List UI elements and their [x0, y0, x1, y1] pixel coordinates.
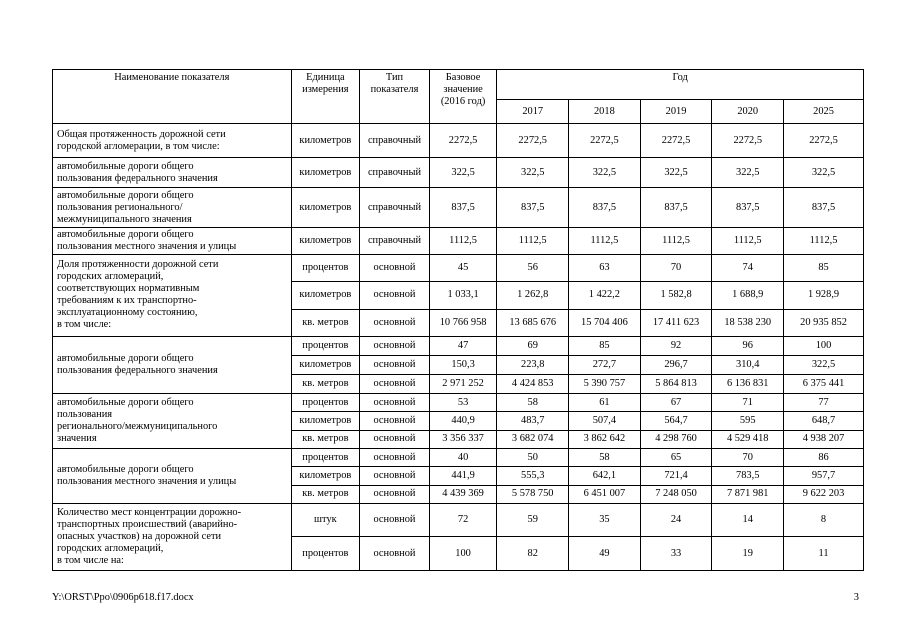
year-value-cell: 7 871 981 — [712, 485, 784, 503]
type-cell: основной — [360, 355, 430, 374]
year-value-cell: 837,5 — [640, 188, 712, 228]
year-value-cell: 1112,5 — [497, 228, 569, 255]
unit-cell: процентов — [291, 255, 360, 282]
year-value-cell: 96 — [712, 336, 784, 355]
year-value-cell: 74 — [712, 255, 784, 282]
type-cell: основной — [360, 485, 430, 503]
header-year: Год — [497, 70, 864, 100]
year-value-cell: 1 262,8 — [497, 282, 569, 309]
year-value-cell: 783,5 — [712, 467, 784, 485]
indicator-name: автомобильные дороги общего пользования регионального/ межмуниципального значения — [53, 188, 292, 228]
unit-cell: процентов — [291, 448, 360, 466]
year-value-cell: 6 136 831 — [712, 374, 784, 393]
type-cell: основной — [360, 336, 430, 355]
year-value-cell: 7 248 050 — [640, 485, 712, 503]
year-value-cell: 322,5 — [784, 158, 864, 188]
year-value-cell: 837,5 — [784, 188, 864, 228]
year-value-cell: 33 — [640, 537, 712, 571]
year-value-cell: 1112,5 — [569, 228, 641, 255]
year-value-cell: 69 — [497, 336, 569, 355]
year-value-cell: 18 538 230 — [712, 309, 784, 336]
base-value-cell: 10 766 958 — [429, 309, 497, 336]
year-value-cell: 2272,5 — [640, 124, 712, 158]
header-year-2017: 2017 — [497, 100, 569, 124]
year-value-cell: 648,7 — [784, 412, 864, 430]
base-value-cell: 150,3 — [429, 355, 497, 374]
unit-cell: кв. метров — [291, 374, 360, 393]
year-value-cell: 5 864 813 — [640, 374, 712, 393]
year-value-cell: 4 298 760 — [640, 430, 712, 448]
unit-cell: кв. метров — [291, 309, 360, 336]
header-year-2020: 2020 — [712, 100, 784, 124]
year-value-cell: 4 938 207 — [784, 430, 864, 448]
type-cell: основной — [360, 467, 430, 485]
table-row — [53, 336, 864, 355]
year-value-cell: 1112,5 — [712, 228, 784, 255]
type-cell: основной — [360, 282, 430, 309]
year-value-cell: 85 — [784, 255, 864, 282]
base-value-cell: 47 — [429, 336, 497, 355]
unit-cell: километров — [291, 282, 360, 309]
year-value-cell: 1 688,9 — [712, 282, 784, 309]
year-value-cell: 6 451 007 — [569, 485, 641, 503]
base-value-cell: 1 033,1 — [429, 282, 497, 309]
year-value-cell: 100 — [784, 336, 864, 355]
year-value-cell: 322,5 — [712, 158, 784, 188]
indicator-name: автомобильные дороги общего пользования местного значения и улицы — [53, 448, 292, 503]
year-value-cell: 19 — [712, 537, 784, 571]
type-cell: основной — [360, 374, 430, 393]
unit-cell: километров — [291, 228, 360, 255]
type-cell: основной — [360, 503, 430, 537]
year-value-cell: 564,7 — [640, 412, 712, 430]
year-value-cell: 15 704 406 — [569, 309, 641, 336]
year-value-cell: 17 411 623 — [640, 309, 712, 336]
type-cell: основной — [360, 393, 430, 411]
year-value-cell: 272,7 — [569, 355, 641, 374]
year-value-cell: 1112,5 — [640, 228, 712, 255]
footer-page-number: 3 — [853, 592, 859, 603]
year-value-cell: 14 — [712, 503, 784, 537]
header-base: Базовое значение (2016 год) — [429, 70, 497, 124]
base-value-cell: 2272,5 — [429, 124, 497, 158]
header-year-2019: 2019 — [640, 100, 712, 124]
base-value-cell: 40 — [429, 448, 497, 466]
base-value-cell: 72 — [429, 503, 497, 537]
base-value-cell: 440,9 — [429, 412, 497, 430]
indicator-name: автомобильные дороги общего пользования федерального значения — [53, 336, 292, 393]
year-value-cell: 1 422,2 — [569, 282, 641, 309]
year-value-cell: 86 — [784, 448, 864, 466]
base-value-cell: 53 — [429, 393, 497, 411]
table-row — [53, 448, 864, 466]
year-value-cell: 5 390 757 — [569, 374, 641, 393]
table-row — [53, 124, 864, 158]
unit-cell: километров — [291, 158, 360, 188]
year-value-cell: 322,5 — [569, 158, 641, 188]
indicator-name: автомобильные дороги общего пользования регионального/межмуниципального значения — [53, 393, 292, 448]
type-cell: справочный — [360, 124, 430, 158]
year-value-cell: 58 — [497, 393, 569, 411]
year-value-cell: 56 — [497, 255, 569, 282]
year-value-cell: 35 — [569, 503, 641, 537]
unit-cell: километров — [291, 412, 360, 430]
year-value-cell: 4 424 853 — [497, 374, 569, 393]
year-value-cell: 71 — [712, 393, 784, 411]
unit-cell: километров — [291, 467, 360, 485]
year-value-cell: 61 — [569, 393, 641, 411]
type-cell: основной — [360, 537, 430, 571]
indicators-table — [52, 69, 864, 571]
year-value-cell: 721,4 — [640, 467, 712, 485]
indicator-name: автомобильные дороги общего пользования местного значения и улицы — [53, 228, 292, 255]
header-name: Наименование показателя — [53, 70, 292, 124]
year-value-cell: 2272,5 — [497, 124, 569, 158]
footer-file-path: Y:\ORST\Ppo\0906p618.f17.docx — [52, 592, 194, 603]
year-value-cell: 70 — [640, 255, 712, 282]
header-type: Тип показателя — [360, 70, 430, 124]
indicator-name: Количество мест концентрации дорожно- транспортных происшествий (аварийно- опасных участков) на дорожной сети городских агломераций, в том числе на: — [53, 503, 292, 570]
year-value-cell: 1 928,9 — [784, 282, 864, 309]
year-value-cell: 957,7 — [784, 467, 864, 485]
base-value-cell: 4 439 369 — [429, 485, 497, 503]
year-value-cell: 2272,5 — [784, 124, 864, 158]
header-year-2018: 2018 — [569, 100, 641, 124]
unit-cell: процентов — [291, 336, 360, 355]
year-value-cell: 837,5 — [569, 188, 641, 228]
unit-cell: штук — [291, 503, 360, 537]
year-value-cell: 65 — [640, 448, 712, 466]
year-value-cell: 24 — [640, 503, 712, 537]
unit-cell: километров — [291, 124, 360, 158]
table-row — [53, 228, 864, 255]
year-value-cell: 9 622 203 — [784, 485, 864, 503]
year-value-cell: 310,4 — [712, 355, 784, 374]
table-body — [53, 124, 864, 571]
year-value-cell: 2272,5 — [569, 124, 641, 158]
year-value-cell: 50 — [497, 448, 569, 466]
type-cell: справочный — [360, 188, 430, 228]
header-unit: Единица измерения — [291, 70, 360, 124]
base-value-cell: 1112,5 — [429, 228, 497, 255]
type-cell: справочный — [360, 158, 430, 188]
year-value-cell: 49 — [569, 537, 641, 571]
base-value-cell: 441,9 — [429, 467, 497, 485]
type-cell: основной — [360, 309, 430, 336]
year-value-cell: 1 582,8 — [640, 282, 712, 309]
year-value-cell: 5 578 750 — [497, 485, 569, 503]
table-row — [53, 393, 864, 411]
year-value-cell: 322,5 — [784, 355, 864, 374]
table-row — [53, 158, 864, 188]
year-value-cell: 63 — [569, 255, 641, 282]
year-value-cell: 507,4 — [569, 412, 641, 430]
year-value-cell: 483,7 — [497, 412, 569, 430]
year-value-cell: 59 — [497, 503, 569, 537]
year-value-cell: 642,1 — [569, 467, 641, 485]
year-value-cell: 3 682 074 — [497, 430, 569, 448]
year-value-cell: 4 529 418 — [712, 430, 784, 448]
year-value-cell: 70 — [712, 448, 784, 466]
table-row — [53, 255, 864, 282]
year-value-cell: 13 685 676 — [497, 309, 569, 336]
type-cell: основной — [360, 412, 430, 430]
unit-cell: процентов — [291, 537, 360, 571]
year-value-cell: 3 862 642 — [569, 430, 641, 448]
header-year-2025: 2025 — [784, 100, 864, 124]
unit-cell: километров — [291, 355, 360, 374]
type-cell: основной — [360, 448, 430, 466]
base-value-cell: 3 356 337 — [429, 430, 497, 448]
indicator-name: Доля протяженности дорожной сети городских агломераций, соответствующих нормативным требованиям к их транспортно- эксплуатационному состоянию, в том числе: — [53, 255, 292, 337]
year-value-cell: 77 — [784, 393, 864, 411]
indicator-name: автомобильные дороги общего пользования федерального значения — [53, 158, 292, 188]
unit-cell: километров — [291, 188, 360, 228]
table-row — [53, 503, 864, 537]
base-value-cell: 322,5 — [429, 158, 497, 188]
year-value-cell: 837,5 — [712, 188, 784, 228]
year-value-cell: 322,5 — [640, 158, 712, 188]
indicator-name: Общая протяженность дорожной сети городской агломерации, в том числе: — [53, 124, 292, 158]
year-value-cell: 837,5 — [497, 188, 569, 228]
unit-cell: кв. метров — [291, 430, 360, 448]
year-value-cell: 67 — [640, 393, 712, 411]
year-value-cell: 322,5 — [497, 158, 569, 188]
year-value-cell: 20 935 852 — [784, 309, 864, 336]
year-value-cell: 85 — [569, 336, 641, 355]
year-value-cell: 92 — [640, 336, 712, 355]
year-value-cell: 595 — [712, 412, 784, 430]
year-value-cell: 8 — [784, 503, 864, 537]
base-value-cell: 45 — [429, 255, 497, 282]
base-value-cell: 2 971 252 — [429, 374, 497, 393]
year-value-cell: 58 — [569, 448, 641, 466]
year-value-cell: 555,3 — [497, 467, 569, 485]
type-cell: справочный — [360, 228, 430, 255]
type-cell: основной — [360, 255, 430, 282]
year-value-cell: 223,8 — [497, 355, 569, 374]
year-value-cell: 11 — [784, 537, 864, 571]
base-value-cell: 100 — [429, 537, 497, 571]
base-value-cell: 837,5 — [429, 188, 497, 228]
unit-cell: процентов — [291, 393, 360, 411]
year-value-cell: 296,7 — [640, 355, 712, 374]
year-value-cell: 2272,5 — [712, 124, 784, 158]
year-value-cell: 1112,5 — [784, 228, 864, 255]
type-cell: основной — [360, 430, 430, 448]
year-value-cell: 6 375 441 — [784, 374, 864, 393]
unit-cell: кв. метров — [291, 485, 360, 503]
year-value-cell: 82 — [497, 537, 569, 571]
table-row — [53, 188, 864, 228]
